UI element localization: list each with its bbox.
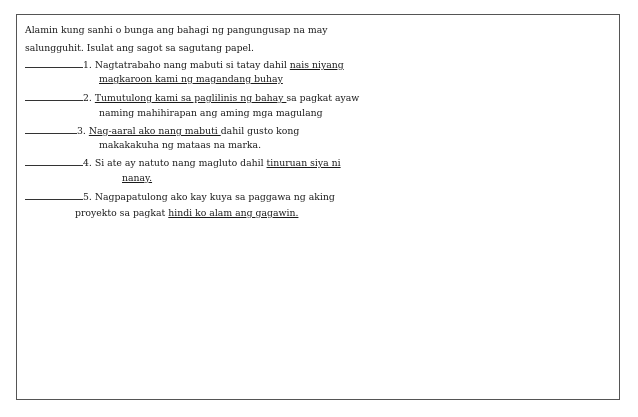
question-text: Nagpapatulong ako kay kuya sa paggawa ng aking xyxy=(94,192,335,203)
question-4 xyxy=(25,156,341,170)
underlined-phrase: nanay. xyxy=(122,173,153,184)
question-5-continuation xyxy=(75,208,298,220)
underlined-phrase: Tumutulong kami sa paglilinis ng bahay xyxy=(94,93,287,104)
question-2 xyxy=(25,91,359,105)
question-1 xyxy=(25,58,344,72)
answer-blank-2[interactable] xyxy=(25,91,83,101)
question-text: Si ate ay natuto nang magluto dahil xyxy=(94,158,267,169)
question-text: makakakuha ng mataas na marka. xyxy=(99,140,262,151)
instruction-line-2: salungguhit. Isulat ang sagot sa sagutang papel. xyxy=(25,43,254,54)
answer-blank-5[interactable] xyxy=(25,190,83,200)
question-4-continuation xyxy=(122,173,152,185)
underlined-phrase: magkaroon kami ng magandang buhay xyxy=(99,74,283,85)
underlined-phrase: Nag-aaral ako nang mabuti xyxy=(88,126,221,137)
answer-blank-3[interactable] xyxy=(25,124,77,134)
question-text: naming mahihirapan ang aming mga magulang xyxy=(99,108,323,119)
answer-blank-1[interactable] xyxy=(25,58,83,68)
question-number: 4. xyxy=(83,158,92,169)
question-5 xyxy=(25,190,335,204)
question-number: 1. xyxy=(83,60,92,71)
question-1-continuation xyxy=(99,74,283,86)
question-text: sa pagkat ayaw xyxy=(286,93,360,104)
answer-blank-4[interactable] xyxy=(25,156,83,166)
question-3-continuation xyxy=(99,140,261,152)
question-text: proyekto sa pagkat xyxy=(75,208,169,219)
underlined-phrase: nais niyang xyxy=(289,60,344,71)
question-number: 2. xyxy=(83,93,92,104)
instruction-line-1: Alamin kung sanhi o bunga ang bahagi ng pangungusap na may xyxy=(25,25,328,36)
worksheet-frame xyxy=(16,14,620,400)
question-text: dahil gusto kong xyxy=(220,126,300,137)
underlined-phrase: tinuruan siya ni xyxy=(266,158,341,169)
underlined-phrase: hindi ko alam ang gagawin. xyxy=(168,208,299,219)
question-text: Nagtatrabaho nang mabuti si tatay dahil xyxy=(94,60,290,71)
question-2-continuation xyxy=(99,108,323,120)
question-number: 5. xyxy=(83,192,92,203)
question-number: 3. xyxy=(77,126,86,137)
question-3 xyxy=(25,124,299,138)
